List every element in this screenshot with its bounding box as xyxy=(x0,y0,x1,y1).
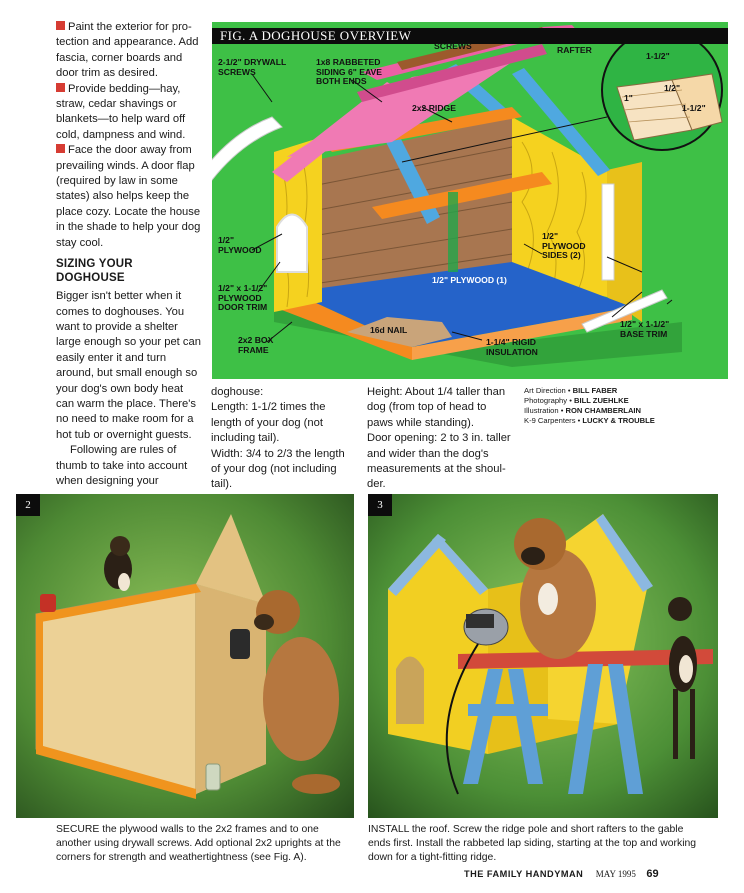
label-plywood-left: 1/2" PLYWOOD xyxy=(218,235,262,255)
page-number: 69 xyxy=(646,868,659,880)
bullet-paint: Paint the exterior for pro-tection and appearance. Add fascia, corner boards and door trim as desired. xyxy=(56,21,199,80)
label-base-trim: 1/2" x 1-1/2" BASE TRIM xyxy=(620,319,670,339)
inset-dim-right: 1-1/2" xyxy=(682,103,706,113)
credit-line: Illustration • RON CHAMBERLAIN xyxy=(524,406,642,415)
left-text-column xyxy=(56,20,204,489)
photo-2 xyxy=(16,494,354,818)
photo-3 xyxy=(368,494,718,818)
inset-dim-left: 1" xyxy=(624,93,633,103)
figure-doghouse-overview xyxy=(212,22,728,379)
label-screws: SCREWS xyxy=(434,41,472,51)
issue-date: MAY 1995 xyxy=(595,869,636,879)
label-insulation: 1-1/4" RIGID INSULATION xyxy=(486,337,538,357)
photo-3-number: 3 xyxy=(368,494,392,516)
bullet-square-icon xyxy=(56,21,65,30)
photo-2-image xyxy=(16,494,354,818)
label-box-frame: 2x2 BOX FRAME xyxy=(238,335,274,355)
bullet-square-icon xyxy=(56,83,65,92)
paragraph: Length: 1-1/2 times the length of your dog (not including tail). xyxy=(211,401,326,445)
text-column-3 xyxy=(367,385,515,493)
credit-line: K-9 Carpenters • LUCKY & TROUBLE xyxy=(524,416,655,425)
paragraph: Door opening: 2 to 3 in. taller and wider than the dog's measurements at the shoul-der. xyxy=(367,432,511,491)
label-nail: 16d NAIL xyxy=(370,325,408,335)
figure-title: FIG. A DOGHOUSE OVERVIEW xyxy=(212,28,728,44)
bullet-door: Face the door away from prevailing winds. A door flap (required by law in some states) also helps keep the place cozy. Locate the house in the shade to help your dog stay cool. xyxy=(56,144,201,249)
photo-2-caption: SECURE the plywood walls to the 2x2 frames and to one another using drywall screws. Add optional 2x2 uprights at the corners for strength and weathertightness (see Fig. A). xyxy=(56,824,341,864)
credit-line: Photography • BILL ZUEHLKE xyxy=(524,396,629,405)
paragraph: Height: About 1/4 taller than dog (from top of head to paws while standing). xyxy=(367,386,506,429)
label-rafter: RAFTER xyxy=(557,45,592,55)
section-heading: SIZING YOUR DOGHOUSE xyxy=(56,258,133,285)
paragraph: doghouse: xyxy=(211,386,264,398)
photo-2-number: 2 xyxy=(16,494,40,516)
inset-dim-mid: 1/2" xyxy=(664,83,681,93)
bullet-square-icon xyxy=(56,144,65,153)
credits-block xyxy=(524,386,724,426)
text-column-2 xyxy=(211,385,357,493)
page-footer xyxy=(464,868,659,880)
label-siding: 1x8 RABBETED SIDING 6" EAVE BOTH ENDS xyxy=(316,57,382,87)
paragraph: Following are rules of thumb to take into account when designing your xyxy=(56,444,188,487)
label-drywall-screws: 2-1/2" DRYWALL SCREWS xyxy=(218,57,287,77)
inset-dim-top: 1-1/2" xyxy=(646,51,670,61)
bullet-bedding: Provide bedding—hay, straw, cedar shavings or blankets—to help ward off cold, dampness and wind. xyxy=(56,82,186,141)
label-plywood-floor: 1/2" PLYWOOD (1) xyxy=(432,275,507,285)
label-plywood-sides: 1/2" PLYWOOD SIDES (2) xyxy=(542,231,586,261)
paragraph: Width: 3/4 to 2/3 the length of your dog (not including tail). xyxy=(211,447,345,491)
label-ridge: 2x2 RIDGE xyxy=(412,103,456,113)
credit-line: Art Direction • BILL FABER xyxy=(524,386,618,395)
photo-3-caption: INSTALL the roof. Screw the ridge pole and short rafters to the gable ends first. Install the rabbeted lap siding, starting at the top and working down for a tight-fitting ridge. xyxy=(368,824,697,864)
paragraph: Bigger isn't better when it comes to doghouses. You want to provide a shelter large enough so your pet can easily enter it and turn around, but small enough so your dog's own body heat can warm the place. There's no need to make room for a hot tub or overnight guests. xyxy=(56,290,201,441)
photo-3-image xyxy=(368,494,718,818)
label-door-trim: 1/2" x 1-1/2" PLYWOOD DOOR TRIM xyxy=(218,283,268,313)
magazine-name: THE FAMILY HANDYMAN xyxy=(464,869,584,879)
